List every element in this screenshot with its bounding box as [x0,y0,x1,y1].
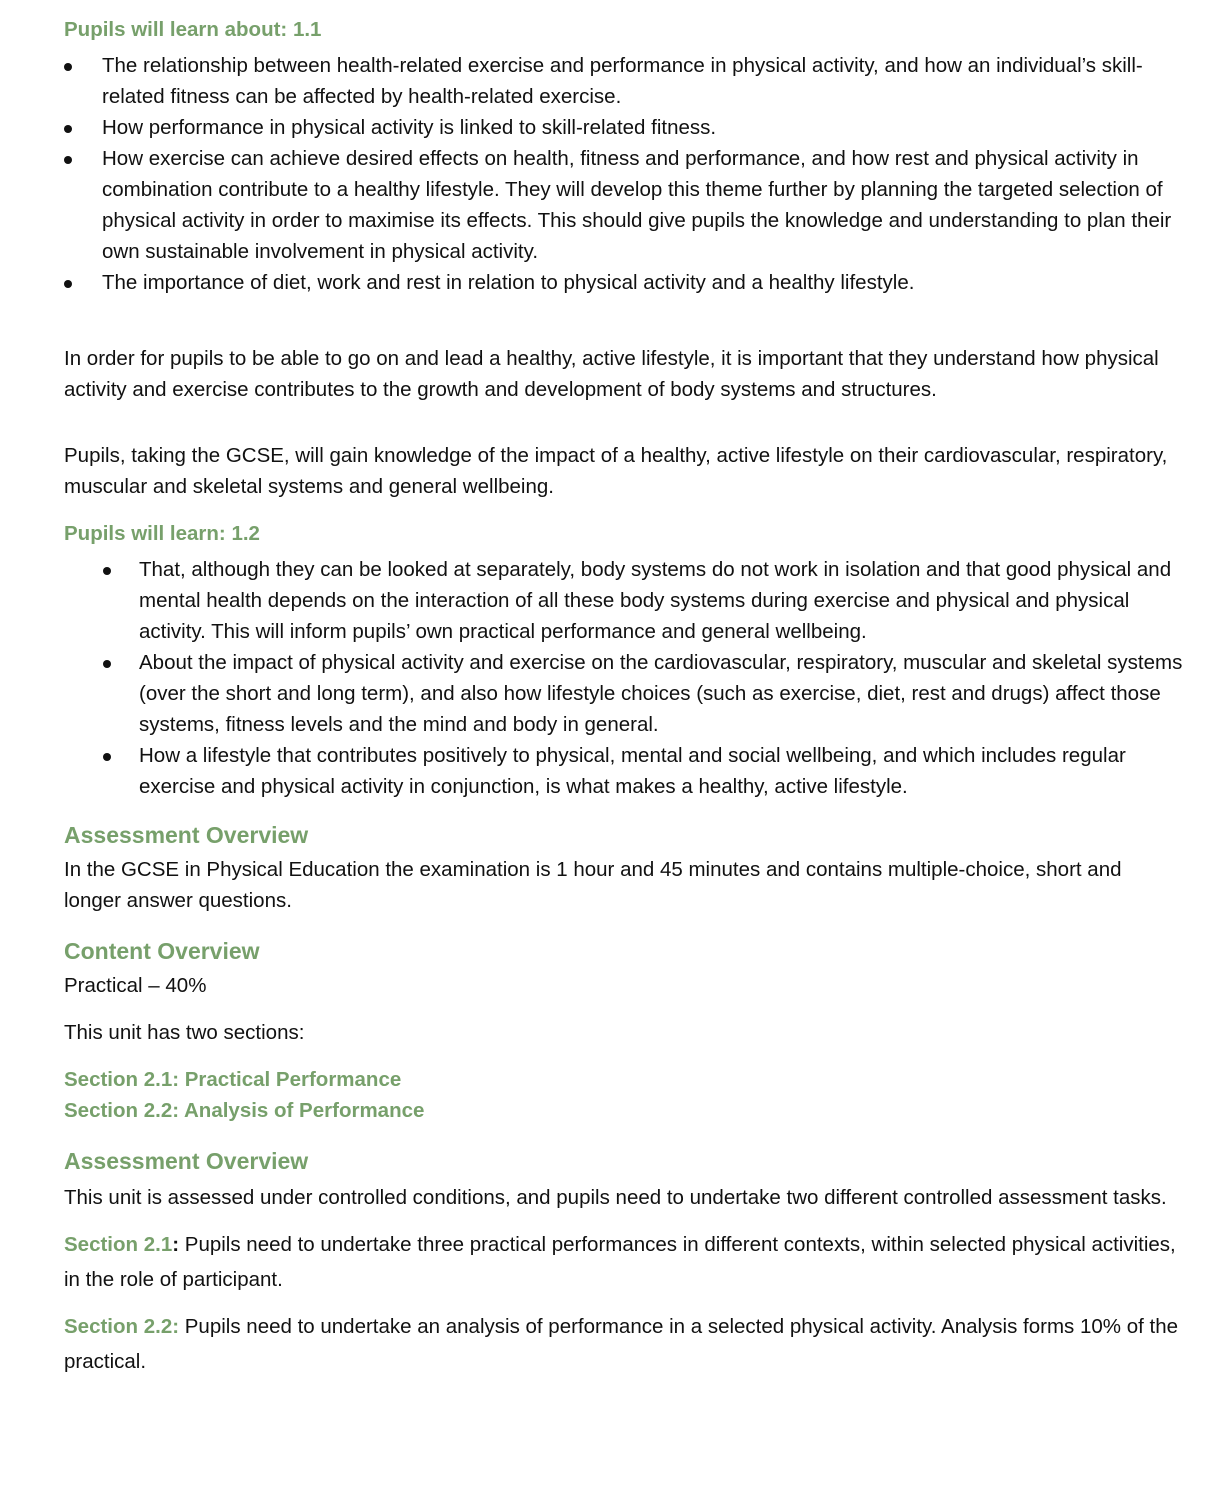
assessment-overview-1-text: In the GCSE in Physical Education the examination is 1 hour and 45 minutes and contains multiple-choice, short and longer answer questions. [64,858,1122,912]
list-item: About the impact of physical activity and exercise on the cardiovascular, respiratory, muscular and skeletal systems (over the short and long term), and also how lifestyle choices (such as exercise, diet, rest and drugs) affect those systems, fitness levels and the mind and body in general. [64,647,1184,740]
bullet-icon [103,660,111,668]
bullet-icon [64,63,72,71]
list-item: How exercise can achieve desired effects on health, fitness and performance, and how rest and physical activity in combination contribute to a healthy lifestyle. They will develop this theme further by planning the targeted selection of physical activity in order to maximise its effects. This should give pupils the knowledge and understanding to plan their own sustainable involvement in physical activity. [64,143,1184,267]
section-2-1-description: Section 2.1: Pupils need to undertake three practical performances in different contexts, within selected physical activities, in the role of participant. [64,1233,1176,1291]
heading-content-overview: Content Overview [64,938,260,964]
section-2-2-title: Section 2.2: Analysis of Performance [64,1099,425,1122]
section-2-2-label: Section 2.2: [64,1315,180,1338]
section-2-1-label: Section 2.1 [64,1233,173,1256]
heading-assessment-overview-2: Assessment Overview [64,1148,309,1174]
sections-intro: This unit has two sections: [64,1021,305,1044]
list-item: The relationship between health-related exercise and performance in physical activity, and how an individual’s skill-related fitness can be affected by health-related exercise. [64,50,1184,112]
list-item: That, although they can be looked at separately, body systems do not work in isolation and that good physical and mental health depends on the interaction of all these body systems during exercise and physical and physical activity. This will inform pupils’ own practical performance and general wellbeing. [64,554,1184,647]
section-2-1-title: Section 2.1: Practical Performance [64,1068,402,1091]
list-item: The importance of diet, work and rest in relation to physical activity and a healthy lifestyle. [64,267,1184,298]
intro-paragraph-1: In order for pupils to be able to go on and lead a healthy, active lifestyle, it is important that they understand how physical activity and exercise contributes to the growth and development of body systems and structures. [64,347,1159,401]
heading-assessment-overview-1: Assessment Overview [64,822,309,848]
document-page [64,16,1184,1379]
assessment-overview-2-text: This unit is assessed under controlled conditions, and pupils need to undertake two different controlled assessment tasks. [64,1186,1167,1209]
bullet-icon [103,753,111,761]
bullet-icon [64,156,72,164]
bullet-icon [64,125,72,133]
section-2-1-colon: : [172,1233,180,1256]
bullet-list-1-2 [64,554,1184,802]
section-2-2-description: Section 2.2: Pupils need to undertake an analysis of performance in a selected physical activity. Analysis forms 10% of the practical. [64,1315,1179,1373]
bullet-icon [103,567,111,575]
list-item: How a lifestyle that contributes positively to physical, mental and social wellbeing, and which includes regular exercise and physical activity in conjunction, is what makes a healthy, active lifestyle. [64,740,1184,802]
practical-weighting: Practical – 40% [64,974,207,997]
bullet-icon [64,280,72,288]
list-item: How performance in physical activity is linked to skill-related fitness. [64,112,1184,143]
heading-learn-1-2: Pupils will learn: 1.2 [64,522,260,545]
bullet-list-1-1 [64,50,1184,298]
intro-paragraph-2: Pupils, taking the GCSE, will gain knowledge of the impact of a healthy, active lifestyle on their cardiovascular, respiratory, muscular and skeletal systems and general wellbeing. [64,444,1168,498]
heading-learn-1-1: Pupils will learn about: 1.1 [64,18,322,41]
